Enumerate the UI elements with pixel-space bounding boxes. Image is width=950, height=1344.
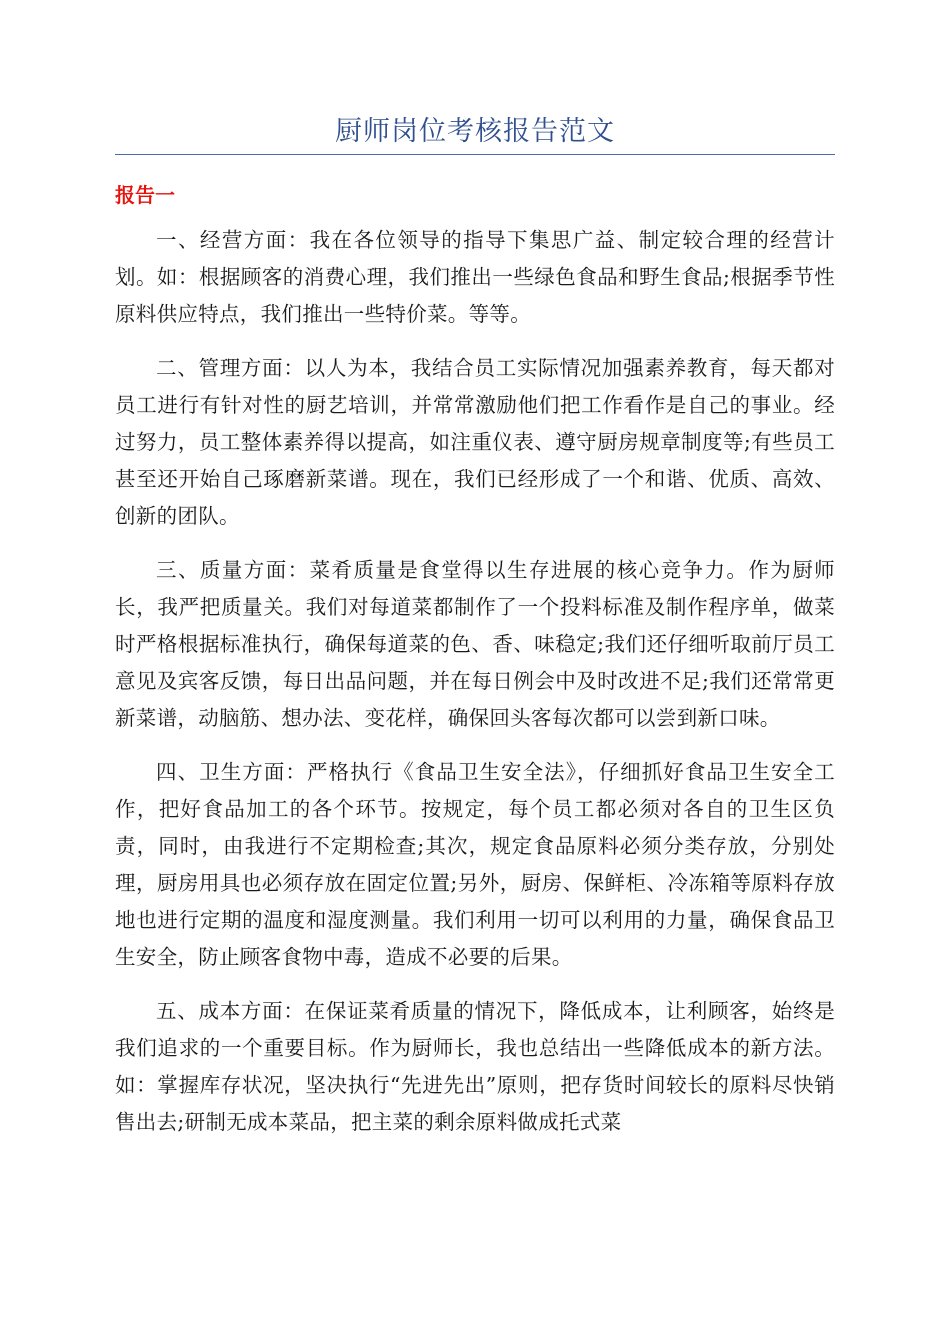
paragraph-operations: 一、经营方面：我在各位领导的指导下集思广益、制定较合理的经营计划。如：根据顾客的消费心理，我们推出一些绿色食品和野生食品;根据季节性原料供应特点，我们推出一些特价菜。等等。: [115, 228, 835, 326]
document-title: 厨师岗位考核报告范文: [335, 116, 615, 147]
title-underline: [115, 154, 835, 155]
paragraph-management: 二、管理方面：以人为本，我结合员工实际情况加强素养教育，每天都对员工进行有针对性的厨艺培训，并常常激励他们把工作看作是自己的事业。经过努力，员工整体素养得以提高，如注重仪表、遵守厨房规章制度等;有些员工甚至还开始自己琢磨新菜谱。现在，我们已经形成了一个和谐、优质、高效、创新的团队。: [115, 356, 835, 528]
paragraph-hygiene: 四、卫生方面：严格执行《食品卫生安全法》，仔细抓好食品卫生安全工作，把好食品加工的各个环节。按规定，每个员工都必须对各自的卫生区负责，同时，由我进行不定期检查;其次，规定食品原料必须分类存放，分别处理，厨房用具也必须存放在固定位置;另外，厨房、保鲜柜、冷冻箱等原料存放地也进行定期的温度和湿度测量。我们利用一切可以利用的力量，确保食品卫生安全，防止顾客食物中毒，造成不必要的后果。: [115, 760, 835, 969]
document-body: [115, 222, 835, 1158]
section-heading: 报告一: [115, 183, 175, 207]
paragraph-cost: 五、成本方面：在保证菜肴质量的情况下，降低成本，让利顾客，始终是我们追求的一个重要目标。作为厨师长，我也总结出一些降低成本的新方法。如：掌握库存状况，坚决执行“先进先出”原则，把存货时间较长的原料尽快销售出去;研制无成本菜品，把主菜的剩余原料做成托式菜: [115, 999, 835, 1134]
paragraph-quality: 三、质量方面：菜肴质量是食堂得以生存进展的核心竞争力。作为厨师长，我严把质量关。我们对每道菜都制作了一个投料标准及制作程序单，做菜时严格根据标准执行，确保每道菜的色、香、味稳定;我们还仔细听取前厅员工意见及宾客反馈，每日出品问题，并在每日例会中及时改进不足;我们还常常更新菜谱，动脑筋、想办法、变花样，确保回头客每次都可以尝到新口味。: [115, 558, 835, 730]
